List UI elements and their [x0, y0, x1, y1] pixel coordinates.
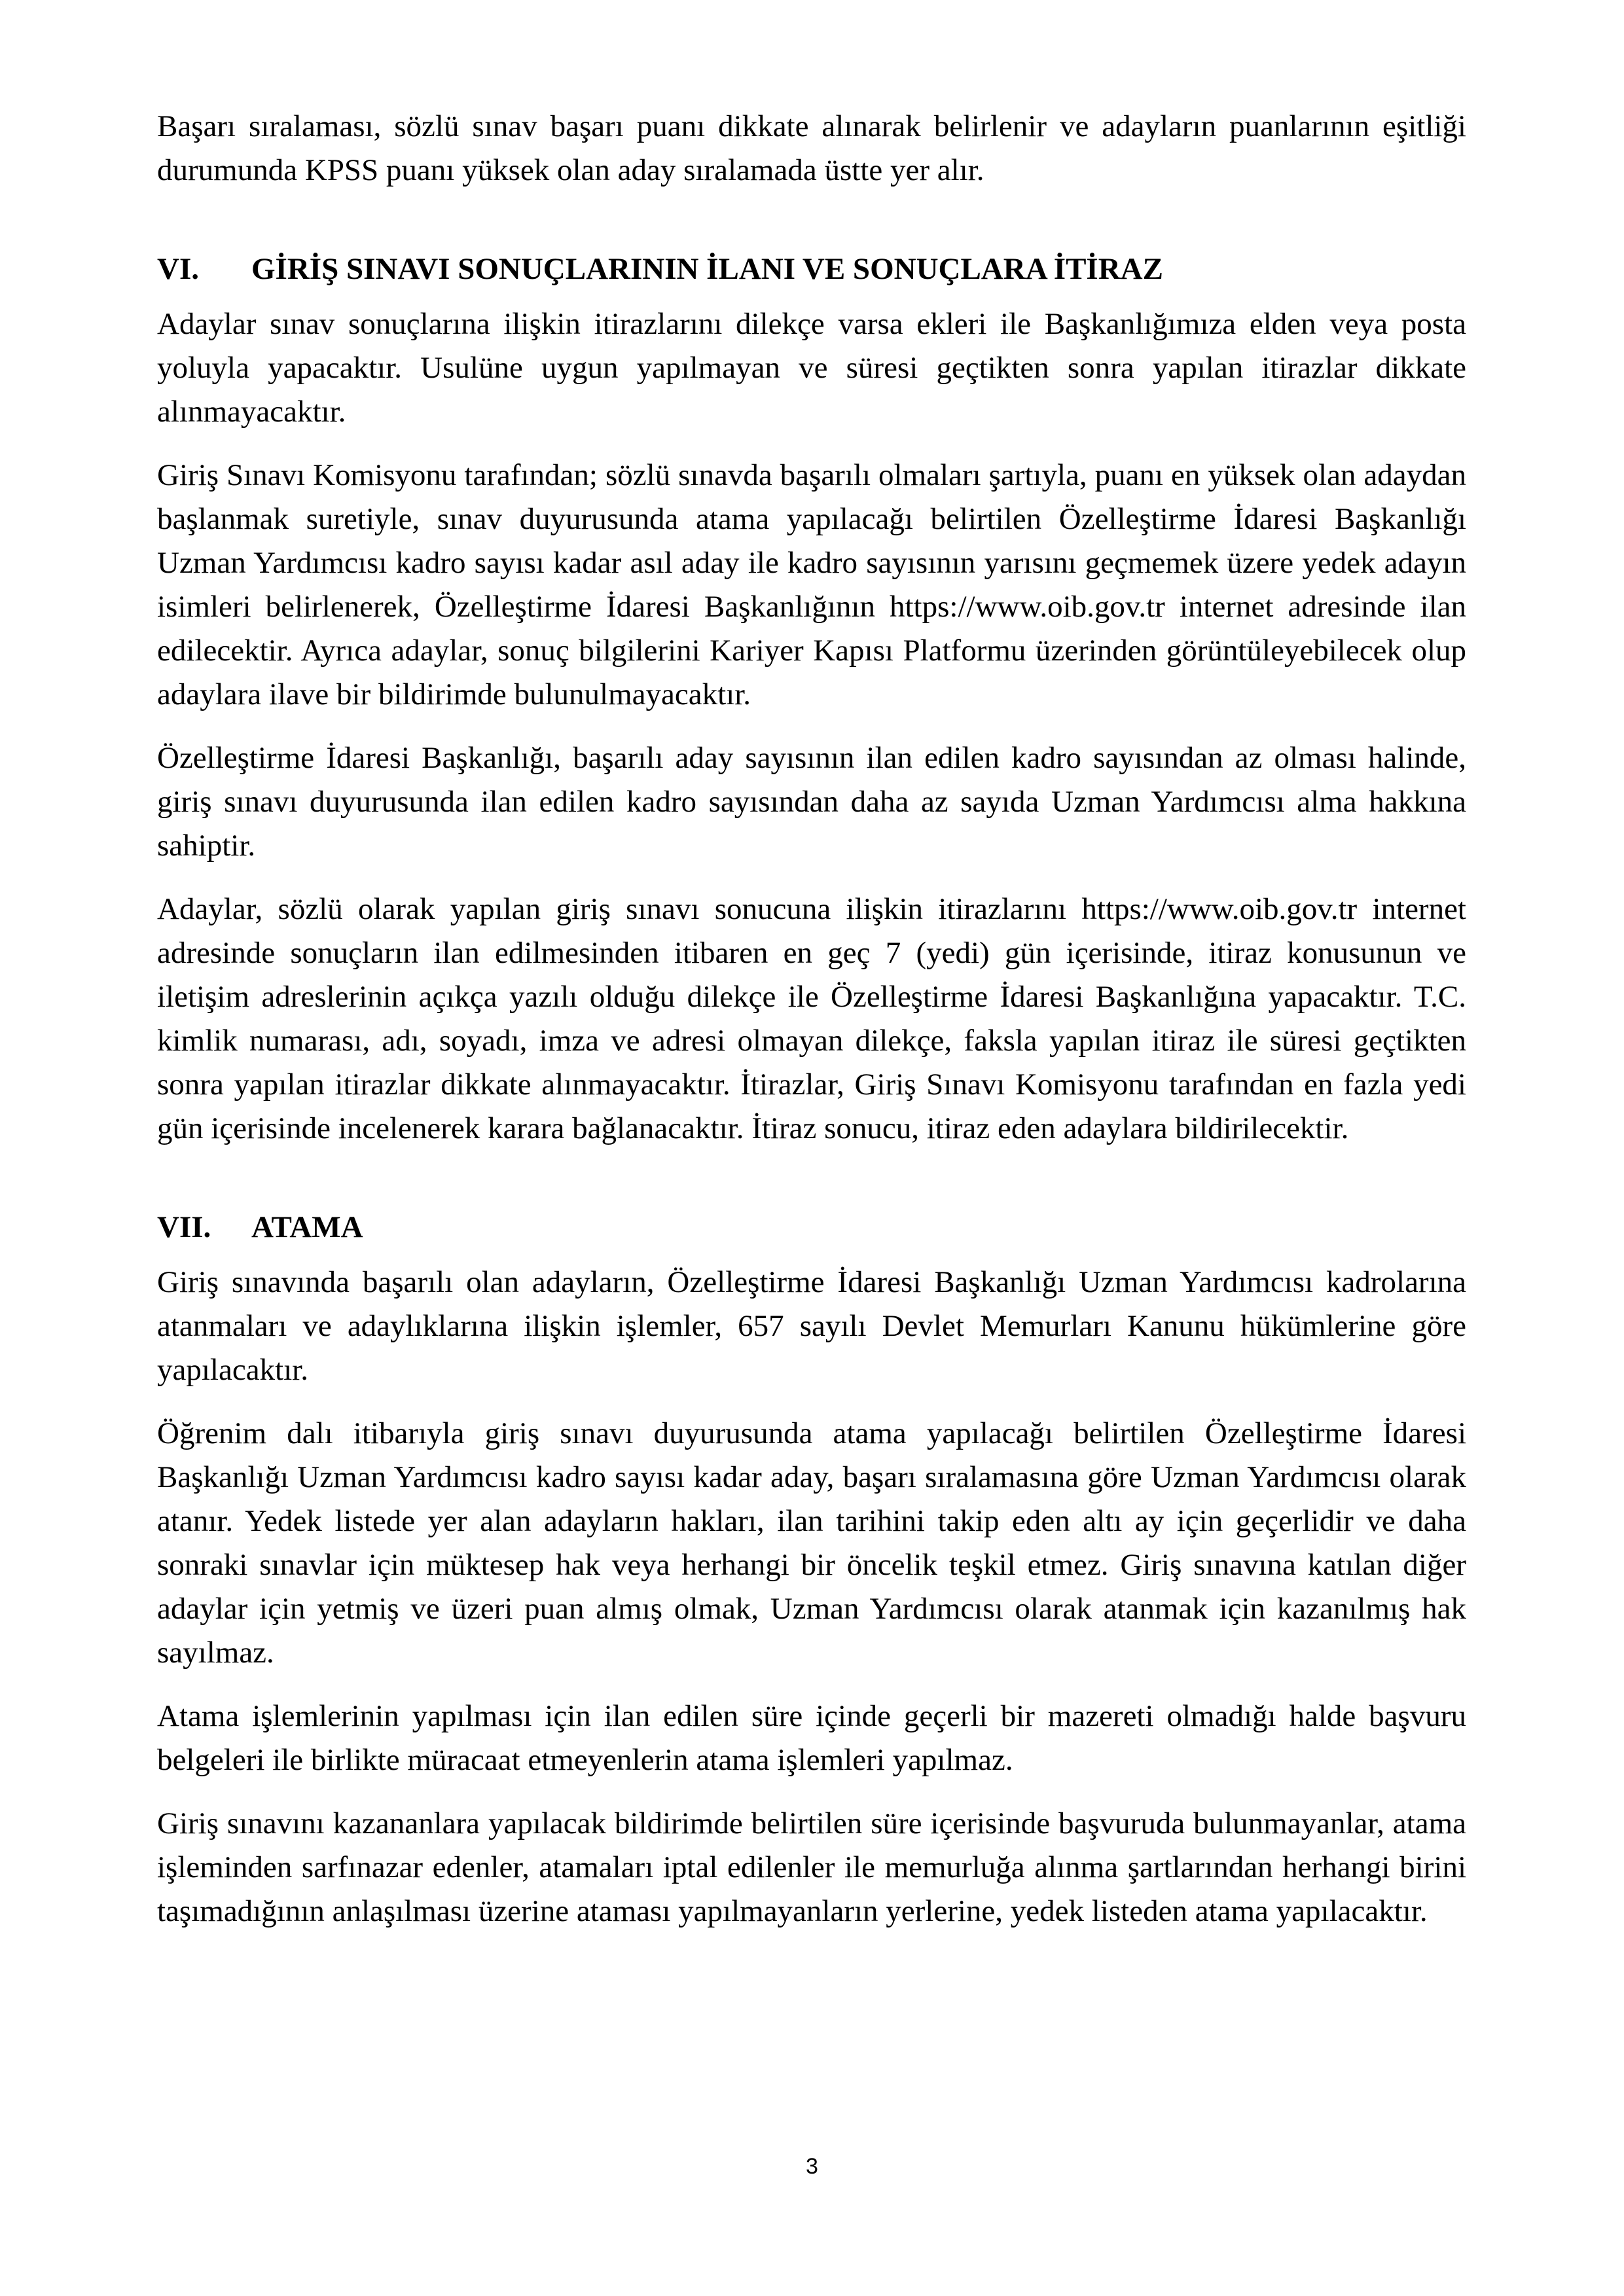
section-vi-heading — [157, 247, 1466, 291]
section-vi-title: GİRİŞ SINAVI SONUÇLARININ İLANI VE SONUÇLARA İTİRAZ — [251, 252, 1163, 286]
page-number: 3 — [806, 2154, 818, 2179]
section-vii-number: VII. — [157, 1210, 211, 1244]
section-vii-paragraph-4: Giriş sınavını kazananlara yapılacak bildirimde belirtilen süre içerisinde başvuruda bulunmayanlar, atama işleminden sarfınazar edenler, atamaları iptal edilenler ile memurluğa alınma şartlarından herhangi birini taşımadığının anlaşılması üzerine ataması yapılmayanların yerlerine, yedek listeden atama yapılacaktır. — [157, 1806, 1466, 1928]
section-vii-heading — [157, 1206, 1466, 1249]
section-vi-paragraph-4: Adaylar, sözlü olarak yapılan giriş sınavı sonucuna ilişkin itirazlarını https://www.oib.gov.tr internet adresinde sonuçların ilan edilmesinden itibaren en geç 7 (yedi) gün içerisinde, itiraz konusunun ve iletişim adreslerinin açıkça yazılı olduğu dilekçe ile Özelleştirme İdaresi Başkanlığına yapacaktır. T.C. kimlik numarası, adı, soyadı, imza ve adresi olmayan dilekçe, faksla yapılan itiraz ile süresi geçtikten sonra yapılan itirazlar dikkate alınmayacaktır. İtirazlar, Giriş Sınavı Komisyonu tarafından en fazla yedi gün içerisinde incelenerek karara bağlanacaktır. İtiraz sonucu, itiraz eden adaylara bildirilecektir. — [157, 892, 1466, 1145]
section-vi-paragraph-3: Özelleştirme İdaresi Başkanlığı, başarılı aday sayısının ilan edilen kadro sayısından az olması halinde, giriş sınavı duyurusunda ilan edilen kadro sayısından daha az sayıda Uzman Yardımcısı alma hakkına sahiptir. — [157, 741, 1466, 863]
section-vii-paragraph-1: Giriş sınavında başarılı olan adayların, Özelleştirme İdaresi Başkanlığı Uzman Yardımcısı kadrolarına atanmaları ve adaylıklarına ilişkin işlemler, 657 sayılı Devlet Memurları Kanunu hükümlerine göre yapılacaktır. — [157, 1265, 1466, 1387]
section-vii-paragraph-2: Öğrenim dalı itibarıyla giriş sınavı duyurusunda atama yapılacağı belirtilen Özelleştirme İdaresi Başkanlığı Uzman Yardımcısı kadro sayısı kadar aday, başarı sıralamasına göre Uzman Yardımcısı olarak atanır. Yedek listede yer alan adayların hakları, ilan tarihini takip eden altı ay için geçerlidir ve daha sonraki sınavlar için müktesep hak veya herhangi bir öncelik teşkil etmez. Giriş sınavına katılan diğer adaylar için yetmiş ve üzeri puan almış olmak, Uzman Yardımcısı olarak atanmak için kazanılmış hak sayılmaz. — [157, 1416, 1466, 1670]
intro-paragraph: Başarı sıralaması, sözlü sınav başarı puanı dikkate alınarak belirlenir ve adayların puanlarının eşitliği durumunda KPSS puanı yüksek olan aday sıralamada üstte yer alır. — [157, 109, 1466, 187]
section-vi-paragraph-1: Adaylar sınav sonuçlarına ilişkin itirazlarını dilekçe varsa ekleri ile Başkanlığımıza elden veya posta yoluyla yapacaktır. Usulüne uygun yapılmayan ve süresi geçtikten sonra yapılan itirazlar dikkate alınmayacaktır. — [157, 307, 1466, 429]
document-page — [157, 105, 1466, 1953]
section-vii-paragraph-3: Atama işlemlerinin yapılması için ilan edilen süre içinde geçerli bir mazereti olmadığı halde başvuru belgeleri ile birlikte müracaat etmeyenlerin atama işlemleri yapılmaz. — [157, 1699, 1466, 1777]
section-vi-number: VI. — [157, 252, 199, 286]
section-vi-paragraph-2: Giriş Sınavı Komisyonu tarafından; sözlü sınavda başarılı olmaları şartıyla, puanı en yüksek olan adaydan başlanmak suretiyle, sınav duyurusunda atama yapılacağı belirtilen Özelleştirme İdaresi Başkanlığı Uzman Yardımcısı kadro sayısı kadar asıl aday ile kadro sayısının yarısını geçmemek üzere yedek adayın isimleri belirlenerek, Özelleştirme İdaresi Başkanlığının https://www.oib.gov.tr internet adresinde ilan edilecektir. Ayrıca adaylar, sonuç bilgilerini Kariyer Kapısı Platformu üzerinden görüntüleyebilecek olup adaylara ilave bir bildirimde bulunulmayacaktır. — [157, 458, 1466, 711]
section-vii-title: ATAMA — [251, 1210, 363, 1244]
